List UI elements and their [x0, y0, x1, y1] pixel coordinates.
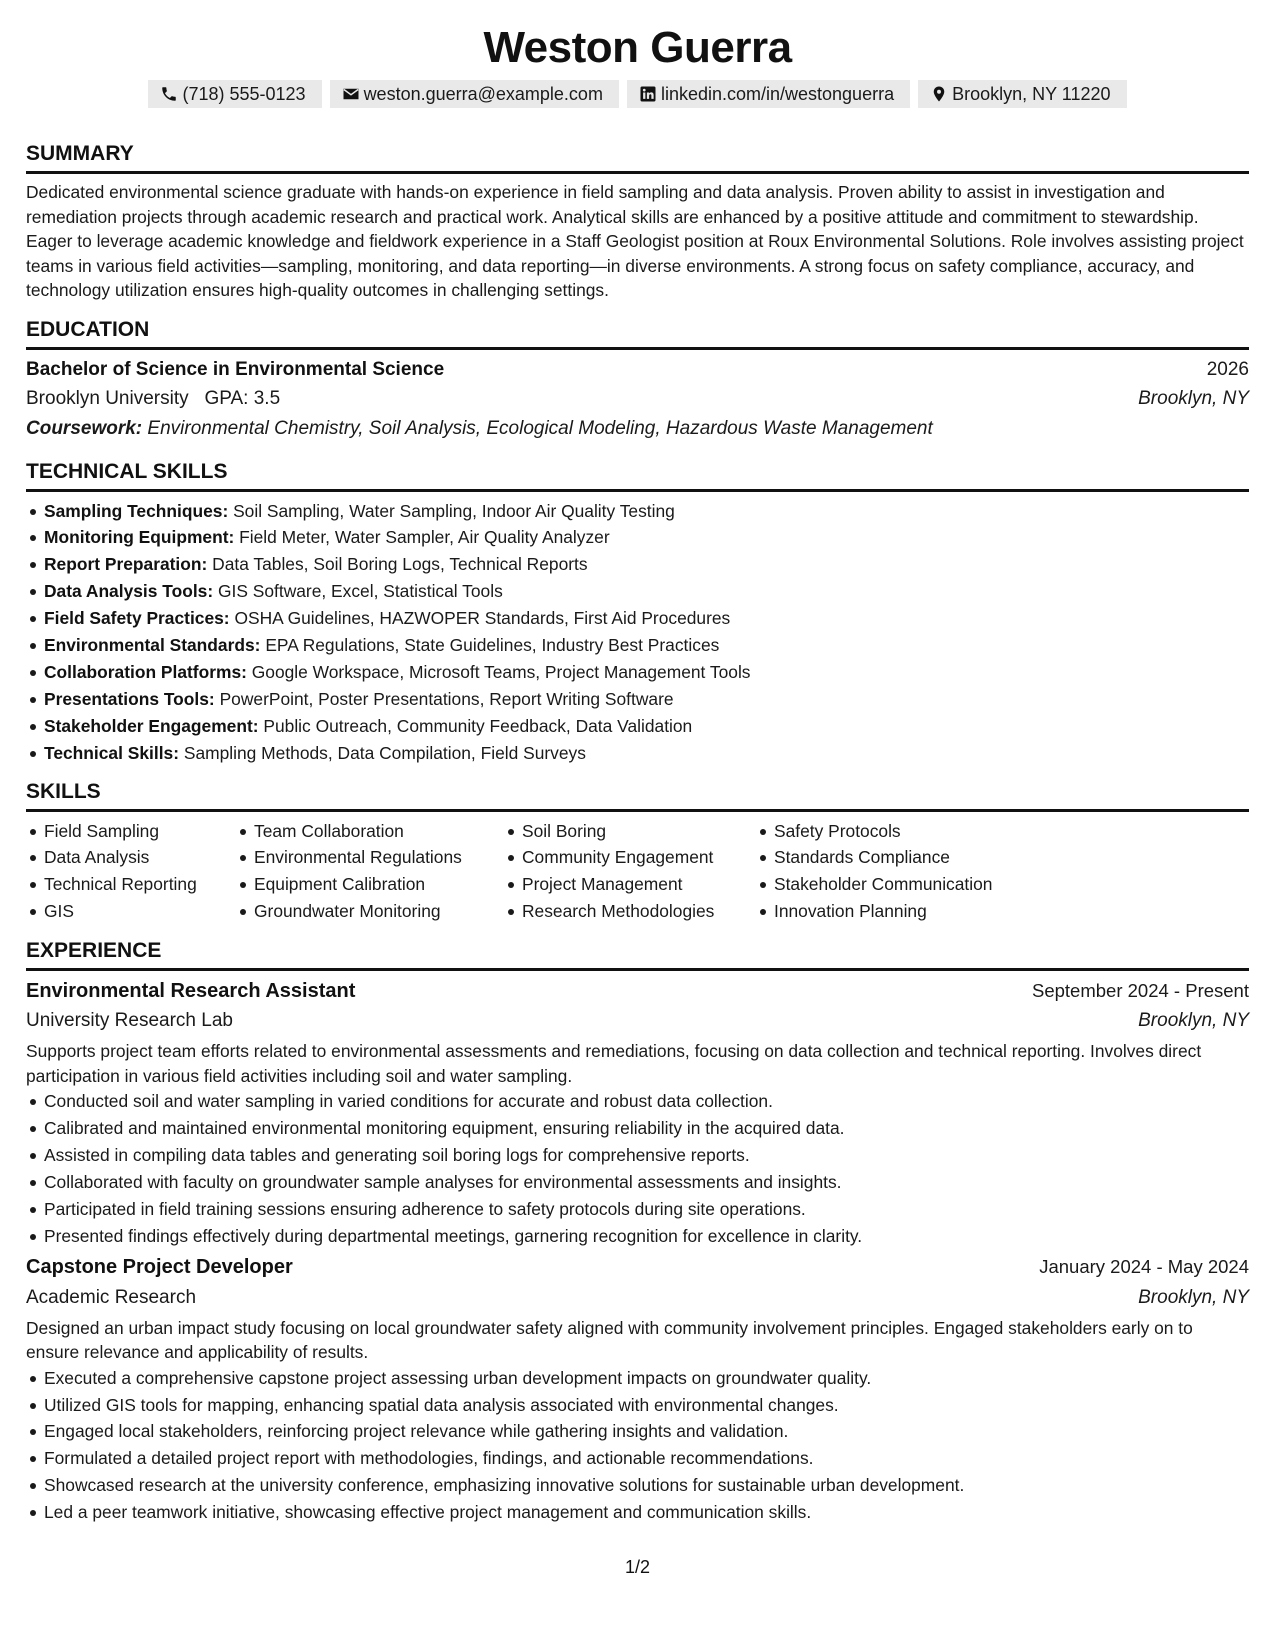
job-header-row	[26, 1252, 1249, 1282]
list-item: Groundwater Monitoring	[236, 898, 504, 925]
list-item: Technical Reporting	[26, 871, 236, 898]
job-location: Brooklyn, NY	[1138, 1010, 1249, 1032]
list-item: Standards Compliance	[756, 844, 1036, 871]
school-info	[26, 384, 280, 414]
skills-column	[756, 818, 1036, 926]
linkedin-icon	[639, 85, 657, 103]
job-dates: January 2024 - May 2024	[1039, 1255, 1249, 1277]
list-item	[26, 524, 1249, 551]
list-item: Collaborated with faculty on groundwater sample analyses for environmental assessments and insights.	[26, 1169, 1249, 1196]
job-bullets	[26, 1365, 1249, 1526]
skill-values: Sampling Methods, Data Compilation, Field Surveys	[183, 742, 586, 763]
job-org: University Research Lab	[26, 1010, 233, 1032]
job-header-row	[26, 977, 1249, 1005]
job-description: Designed an urban impact study focusing on local groundwater safety aligned with community involvement principles. Engaged stakeholders early on to ensure relevance and applicability of results.	[26, 1317, 1193, 1363]
technical-skills-list	[26, 498, 1249, 767]
list-item: Equipment Calibration	[236, 871, 504, 898]
skill-category: Data Analysis Tools:	[44, 581, 214, 602]
list-item	[26, 551, 1249, 578]
degree: Bachelor of Science in Environmental Science	[26, 358, 445, 380]
skills-column	[236, 818, 504, 926]
section-divider	[26, 968, 1249, 971]
skill-category: Field Safety Practices:	[44, 608, 230, 629]
section-title: EDUCATION	[26, 317, 150, 341]
list-item: Presented findings effectively during departmental meetings, garnering recognition for excellence in clarity.	[26, 1223, 1249, 1250]
skill-category: Stakeholder Engagement:	[44, 715, 259, 736]
section-title: TECHNICAL SKILLS	[26, 459, 228, 483]
section-title: SKILLS	[26, 779, 101, 803]
list-item: Utilized GIS tools for mapping, enhancing spatial data analysis associated with environmental changes.	[26, 1392, 1249, 1419]
section-title: SUMMARY	[26, 142, 134, 165]
skill-category: Collaboration Platforms:	[44, 661, 247, 682]
skill-values: GIS Software, Excel, Statistical Tools	[217, 581, 503, 602]
job-entry	[26, 977, 1249, 1249]
list-item: Led a peer teamwork initiative, showcasing effective project management and communication skills.	[26, 1499, 1249, 1526]
skill-category: Technical Skills:	[44, 742, 179, 763]
skill-category: Presentations Tools:	[44, 688, 215, 709]
list-item: Research Methodologies	[504, 898, 756, 925]
school-location: Brooklyn, NY	[1138, 387, 1249, 409]
list-item: Stakeholder Communication	[756, 871, 1036, 898]
skill-values: OSHA Guidelines, HAZWOPER Standards, First Aid Procedures	[234, 608, 731, 629]
list-item: Data Analysis	[26, 844, 236, 871]
list-item: Safety Protocols	[756, 818, 1036, 845]
technical-skills-section	[26, 458, 1249, 767]
summary-text: Dedicated environmental science graduate with hands-on experience in field sampling and data analysis. Proven ability to assist in investigation and remediation projects through academic research and practical work. Analytical skills are enhanced by a positive attitude and commitment to stewardship. Eager to leverage academic knowledge and fieldwork experience in a Staff Geologist position at Roux Environmental Solutions. Role involves assisting project teams in various field activities—sampling, monitoring, and data reporting—in diverse environments. A strong focus on safety compliance, accuracy, and technology utilization ensures high-quality outcomes in challenging settings.	[26, 182, 1244, 300]
phone-icon	[160, 85, 178, 103]
skill-values: PowerPoint, Poster Presentations, Report Writing Software	[219, 688, 674, 709]
skill-values: Public Outreach, Community Feedback, Data Validation	[263, 715, 693, 736]
list-item: Engaged local stakeholders, reinforcing project relevance while gathering insights and validation.	[26, 1418, 1249, 1445]
skills-column	[504, 818, 756, 926]
skill-values: Field Meter, Water Sampler, Air Quality Analyzer	[239, 527, 610, 548]
skill-category: Environmental Standards:	[44, 635, 261, 656]
skill-values: Soil Sampling, Water Sampling, Indoor Air Quality Testing	[233, 500, 675, 521]
list-item	[26, 578, 1249, 605]
list-item: Innovation Planning	[756, 898, 1036, 925]
list-item: Project Management	[504, 871, 756, 898]
list-item: Calibrated and maintained environmental monitoring equipment, ensuring reliability in the acquired data.	[26, 1115, 1249, 1142]
section-title: EXPERIENCE	[26, 939, 162, 963]
experience-section	[26, 937, 1249, 1526]
list-item	[26, 740, 1249, 767]
linkedin-chip[interactable]	[627, 80, 910, 108]
skills-section	[26, 778, 1249, 926]
skill-values: Data Tables, Soil Boring Logs, Technical Reports	[212, 554, 588, 575]
gpa: GPA: 3.5	[204, 387, 281, 409]
list-item: Field Sampling	[26, 818, 236, 845]
skill-category: Sampling Techniques:	[44, 500, 229, 521]
section-divider	[26, 171, 1249, 174]
envelope-icon	[342, 85, 360, 103]
coursework-label: Coursework:	[26, 417, 143, 439]
skill-category: Report Preparation:	[44, 554, 208, 575]
skills-column	[26, 818, 236, 926]
job-location: Brooklyn, NY	[1138, 1286, 1249, 1308]
education-section	[26, 316, 1249, 444]
coursework	[26, 414, 1249, 444]
list-item	[26, 632, 1249, 659]
list-item: Conducted soil and water sampling in varied conditions for accurate and robust data collection.	[26, 1088, 1249, 1115]
skill-values: EPA Regulations, State Guidelines, Industry Best Practices	[265, 635, 720, 656]
list-item	[26, 713, 1249, 740]
school-name: Brooklyn University	[26, 387, 189, 409]
email-text: weston.guerra@example.com	[363, 84, 603, 104]
list-item: Soil Boring	[504, 818, 756, 845]
job-title: Capstone Project Developer	[26, 1255, 293, 1278]
coursework-list: Environmental Chemistry, Soil Analysis, Ecological Modeling, Hazardous Waste Management	[147, 417, 933, 439]
job-description: Supports project team efforts related to environmental assessments and remediations, focusing on data collection and technical reporting. Involves direct participation in various field activities including soil and water sampling.	[26, 1041, 1202, 1086]
list-item: Assisted in compiling data tables and generating soil boring logs for comprehensive reports.	[26, 1142, 1249, 1169]
skill-values: Google Workspace, Microsoft Teams, Project Management Tools	[251, 661, 751, 682]
list-item: Team Collaboration	[236, 818, 504, 845]
list-item: GIS	[26, 898, 236, 925]
list-item	[26, 659, 1249, 686]
list-item	[26, 605, 1249, 632]
page-number: 1/2	[624, 1557, 651, 1577]
job-bullets	[26, 1088, 1249, 1249]
list-item	[26, 498, 1249, 525]
list-item: Environmental Regulations	[236, 844, 504, 871]
list-item: Executed a comprehensive capstone project assessing urban development impacts on groundwater quality.	[26, 1365, 1249, 1392]
phone-chip[interactable]	[148, 80, 321, 108]
location-chip[interactable]	[918, 80, 1126, 108]
map-pin-icon	[930, 85, 948, 103]
contact-bar	[26, 80, 1249, 108]
list-item: Formulated a detailed project report with methodologies, findings, and actionable recommendations.	[26, 1445, 1249, 1472]
skill-category: Monitoring Equipment:	[44, 527, 235, 548]
linkedin-text: linkedin.com/in/westonguerra	[660, 84, 895, 104]
email-chip[interactable]	[330, 80, 619, 108]
job-entry	[26, 1252, 1249, 1526]
job-org: Academic Research	[26, 1286, 197, 1308]
list-item: Community Engagement	[504, 844, 756, 871]
location-text: Brooklyn, NY 11220	[952, 84, 1111, 104]
grad-year: 2026	[1206, 358, 1249, 380]
summary-section	[26, 140, 1249, 303]
skills-grid	[26, 818, 1249, 926]
phone-text: (718) 555-0123	[182, 84, 306, 104]
list-item: Participated in field training sessions ensuring adherence to safety protocols during site operations.	[26, 1196, 1249, 1223]
school-row	[26, 384, 1249, 414]
list-item	[26, 686, 1249, 713]
section-divider	[26, 809, 1249, 812]
degree-row	[26, 356, 1249, 384]
section-divider	[26, 347, 1249, 350]
job-org-row	[26, 1282, 1249, 1314]
list-item: Showcased research at the university conference, emphasizing innovative solutions for sustainable urban development.	[26, 1472, 1249, 1499]
candidate-name: Weston Guerra	[483, 23, 792, 72]
job-title: Environmental Research Assistant	[26, 980, 356, 1003]
job-dates: September 2024 - Present	[1032, 980, 1249, 1002]
section-divider	[26, 489, 1249, 492]
job-org-row	[26, 1005, 1249, 1037]
